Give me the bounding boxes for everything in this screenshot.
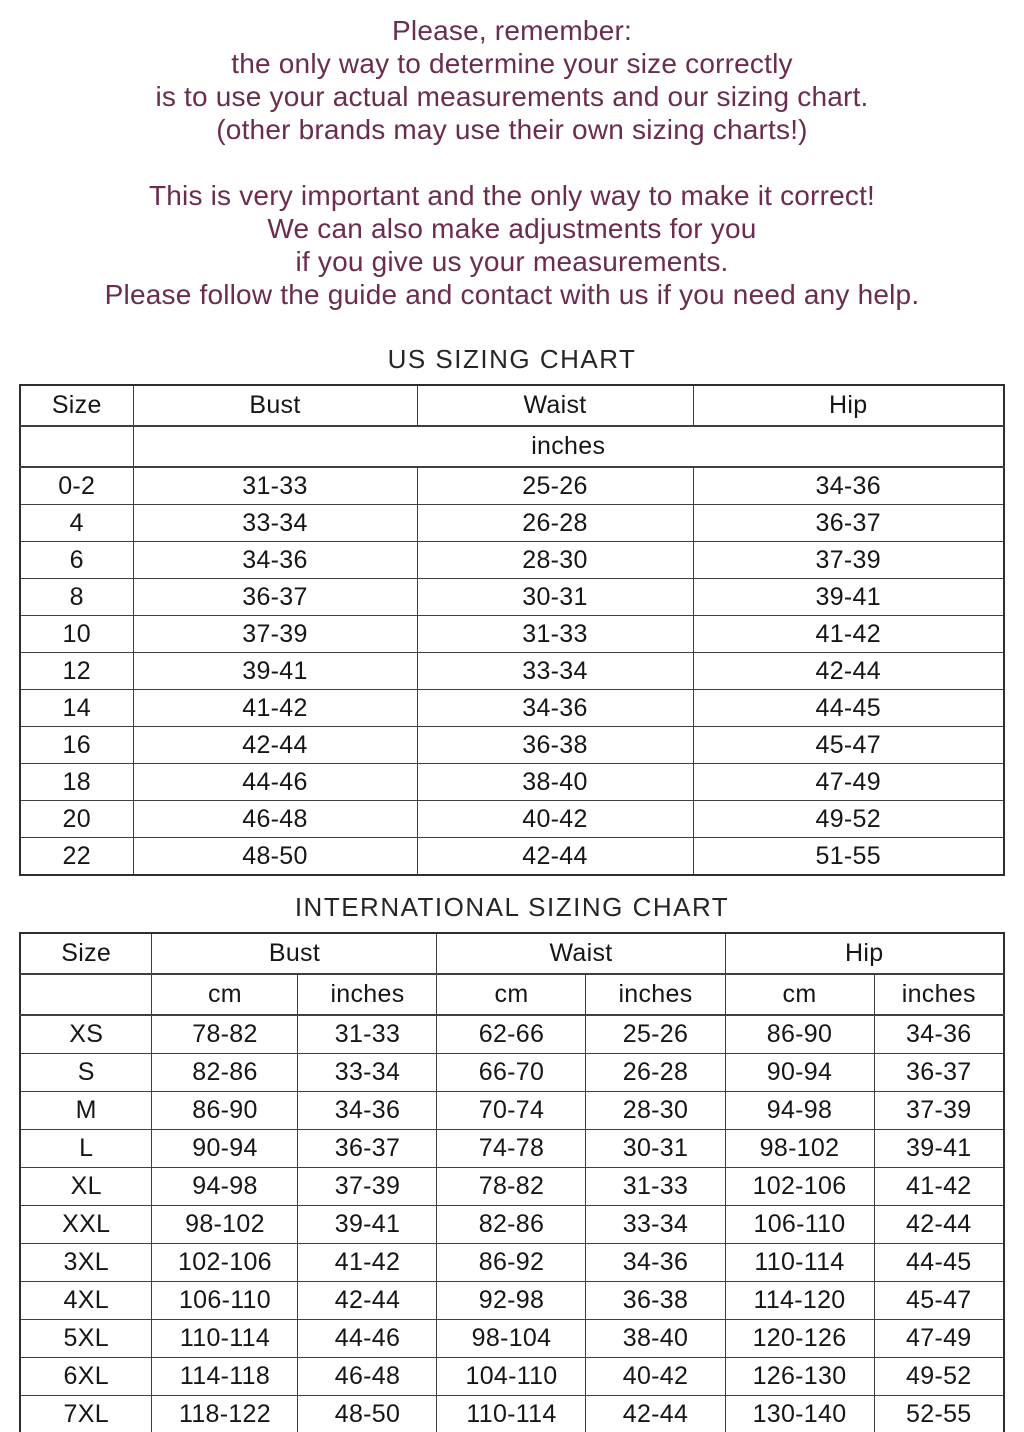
intl-table-cell-waist_cm: 98-104	[437, 1320, 586, 1358]
us-table-cell-bust: 34-36	[133, 542, 417, 579]
us-table-row	[20, 727, 1004, 764]
us-table-cell-size: 16	[20, 727, 133, 764]
intl-table-cell-size: M	[20, 1092, 152, 1130]
intl-table-cell-waist_in: 30-31	[586, 1130, 725, 1168]
intl-table-cell-bust_in: 44-46	[298, 1320, 437, 1358]
us-units-empty-cell	[20, 426, 133, 467]
us-table-row	[20, 579, 1004, 616]
intl-table-cell-waist_cm: 110-114	[437, 1396, 586, 1432]
us-table-row	[20, 838, 1004, 876]
intl-table-row	[20, 1168, 1004, 1206]
intl-unit-waist-cm: cm	[437, 974, 586, 1015]
intl-table-cell-waist_in: 28-30	[586, 1092, 725, 1130]
intl-table-cell-bust_in: 36-37	[298, 1130, 437, 1168]
us-sizing-table	[19, 384, 1005, 876]
intl-unit-hip-cm: cm	[725, 974, 874, 1015]
us-table-cell-size: 14	[20, 690, 133, 727]
intl-table-cell-size: 6XL	[20, 1358, 152, 1396]
intl-table-row	[20, 1244, 1004, 1282]
us-table-cell-waist: 40-42	[417, 801, 693, 838]
us-table-row	[20, 542, 1004, 579]
intl-header-row	[20, 933, 1004, 974]
us-table-cell-hip: 36-37	[693, 505, 1004, 542]
us-table-cell-bust: 41-42	[133, 690, 417, 727]
intl-table-row	[20, 1092, 1004, 1130]
us-table-cell-bust: 33-34	[133, 505, 417, 542]
us-table-cell-hip: 41-42	[693, 616, 1004, 653]
us-table-body	[20, 467, 1004, 875]
us-units-row	[20, 426, 1004, 467]
intl-units-row	[20, 974, 1004, 1015]
us-col-bust: Bust	[133, 385, 417, 426]
intl-table-cell-hip_in: 36-37	[874, 1054, 1004, 1092]
intl-table-cell-size: 3XL	[20, 1244, 152, 1282]
intl-table-cell-bust_cm: 102-106	[152, 1244, 298, 1282]
us-table-cell-waist: 31-33	[417, 616, 693, 653]
us-table-cell-size: 20	[20, 801, 133, 838]
us-table-row	[20, 467, 1004, 505]
us-table-cell-size: 8	[20, 579, 133, 616]
intl-table-cell-waist_cm: 104-110	[437, 1358, 586, 1396]
us-table-row	[20, 653, 1004, 690]
us-table-cell-waist: 25-26	[417, 467, 693, 505]
us-table-cell-waist: 36-38	[417, 727, 693, 764]
intl-table-cell-size: XS	[20, 1015, 152, 1054]
intl-table-cell-hip_cm: 90-94	[725, 1054, 874, 1092]
us-table-cell-bust: 36-37	[133, 579, 417, 616]
intl-table-cell-size: XXL	[20, 1206, 152, 1244]
intl-table-cell-bust_in: 34-36	[298, 1092, 437, 1130]
us-table-cell-bust: 31-33	[133, 467, 417, 505]
intro-line: Please follow the guide and contact with us if you need any help.	[104, 279, 920, 310]
intl-table-cell-hip_in: 52-55	[874, 1396, 1004, 1432]
intl-table-cell-waist_in: 36-38	[586, 1282, 725, 1320]
intro-paragraph-1	[0, 14, 1024, 146]
intl-table-cell-waist_in: 31-33	[586, 1168, 725, 1206]
intro-line: the only way to determine your size correctly	[231, 48, 793, 79]
intl-table-cell-hip_cm: 86-90	[725, 1015, 874, 1054]
us-header-row	[20, 385, 1004, 426]
intl-table-cell-hip_cm: 126-130	[725, 1358, 874, 1396]
intl-table-cell-hip_in: 44-45	[874, 1244, 1004, 1282]
us-table-cell-size: 10	[20, 616, 133, 653]
intl-table-row	[20, 1015, 1004, 1054]
intl-table-cell-waist_cm: 66-70	[437, 1054, 586, 1092]
us-table-cell-waist: 30-31	[417, 579, 693, 616]
intl-units-empty-cell	[20, 974, 152, 1015]
intl-table-cell-hip_cm: 102-106	[725, 1168, 874, 1206]
us-col-size: Size	[20, 385, 133, 426]
us-table-cell-hip: 37-39	[693, 542, 1004, 579]
intl-table-cell-hip_cm: 110-114	[725, 1244, 874, 1282]
intl-table-row	[20, 1206, 1004, 1244]
intl-table-cell-waist_cm: 86-92	[437, 1244, 586, 1282]
intl-sizing-table	[19, 932, 1005, 1432]
intl-table-cell-bust_cm: 114-118	[152, 1358, 298, 1396]
us-table-cell-size: 4	[20, 505, 133, 542]
intl-table-row	[20, 1358, 1004, 1396]
intl-table-cell-bust_in: 46-48	[298, 1358, 437, 1396]
intl-table-cell-size: 7XL	[20, 1396, 152, 1432]
intl-table-cell-waist_in: 40-42	[586, 1358, 725, 1396]
intro-line: We can also make adjustments for you	[267, 213, 757, 244]
intl-table-body	[20, 1015, 1004, 1432]
us-table-cell-hip: 51-55	[693, 838, 1004, 876]
intl-table-cell-bust_cm: 106-110	[152, 1282, 298, 1320]
intl-table-cell-bust_in: 42-44	[298, 1282, 437, 1320]
us-table-row	[20, 616, 1004, 653]
intl-table-row	[20, 1320, 1004, 1358]
intl-unit-bust-inches: inches	[298, 974, 437, 1015]
us-table-cell-waist: 42-44	[417, 838, 693, 876]
us-chart-title: US SIZING CHART	[387, 344, 637, 374]
us-table-cell-hip: 39-41	[693, 579, 1004, 616]
intl-table-row	[20, 1396, 1004, 1432]
intro-line: Please, remember:	[392, 15, 632, 46]
us-units-label: inches	[133, 426, 1004, 467]
intl-table-cell-hip_cm: 94-98	[725, 1092, 874, 1130]
intl-unit-hip-inches: inches	[874, 974, 1004, 1015]
us-table-cell-bust: 48-50	[133, 838, 417, 876]
intl-col-bust: Bust	[152, 933, 437, 974]
us-table-row	[20, 505, 1004, 542]
us-table-cell-bust: 46-48	[133, 801, 417, 838]
intl-table-cell-bust_in: 33-34	[298, 1054, 437, 1092]
intl-unit-bust-cm: cm	[152, 974, 298, 1015]
us-col-hip: Hip	[693, 385, 1004, 426]
intl-table-cell-waist_cm: 70-74	[437, 1092, 586, 1130]
intl-table-cell-hip_in: 42-44	[874, 1206, 1004, 1244]
intl-table-cell-waist_in: 26-28	[586, 1054, 725, 1092]
us-table-cell-bust: 42-44	[133, 727, 417, 764]
intl-col-hip: Hip	[725, 933, 1004, 974]
intl-table-cell-size: 4XL	[20, 1282, 152, 1320]
intl-table-cell-hip_in: 37-39	[874, 1092, 1004, 1130]
us-table-cell-size: 22	[20, 838, 133, 876]
us-table-cell-waist: 34-36	[417, 690, 693, 727]
intl-table-row	[20, 1130, 1004, 1168]
intl-table-cell-waist_in: 34-36	[586, 1244, 725, 1282]
intl-table-cell-hip_cm: 120-126	[725, 1320, 874, 1358]
us-table-cell-hip: 49-52	[693, 801, 1004, 838]
intl-table-cell-hip_cm: 106-110	[725, 1206, 874, 1244]
intl-table-cell-bust_in: 48-50	[298, 1396, 437, 1432]
intl-table-cell-bust_cm: 118-122	[152, 1396, 298, 1432]
intl-table-cell-waist_in: 42-44	[586, 1396, 725, 1432]
intl-table-cell-waist_in: 38-40	[586, 1320, 725, 1358]
intl-table-cell-waist_cm: 74-78	[437, 1130, 586, 1168]
us-table-cell-waist: 33-34	[417, 653, 693, 690]
intl-table-cell-bust_in: 31-33	[298, 1015, 437, 1054]
us-table-row	[20, 801, 1004, 838]
intl-table-cell-size: S	[20, 1054, 152, 1092]
us-table-cell-bust: 37-39	[133, 616, 417, 653]
us-table-cell-waist: 26-28	[417, 505, 693, 542]
intl-table-cell-bust_in: 39-41	[298, 1206, 437, 1244]
us-table-cell-hip: 45-47	[693, 727, 1004, 764]
us-table-cell-size: 12	[20, 653, 133, 690]
intl-table-cell-bust_cm: 78-82	[152, 1015, 298, 1054]
intl-table-cell-waist_in: 25-26	[586, 1015, 725, 1054]
intl-table-cell-hip_in: 34-36	[874, 1015, 1004, 1054]
us-table-cell-hip: 42-44	[693, 653, 1004, 690]
intl-unit-waist-inches: inches	[586, 974, 725, 1015]
us-table-row	[20, 764, 1004, 801]
intl-table-cell-waist_cm: 62-66	[437, 1015, 586, 1054]
intl-table-cell-size: 5XL	[20, 1320, 152, 1358]
us-table-cell-hip: 47-49	[693, 764, 1004, 801]
us-table-cell-size: 6	[20, 542, 133, 579]
intl-table-cell-bust_in: 37-39	[298, 1168, 437, 1206]
intl-table-cell-waist_cm: 92-98	[437, 1282, 586, 1320]
intl-table-cell-hip_in: 39-41	[874, 1130, 1004, 1168]
intl-table-cell-bust_cm: 82-86	[152, 1054, 298, 1092]
intl-table-cell-waist_cm: 78-82	[437, 1168, 586, 1206]
intl-table-cell-bust_cm: 86-90	[152, 1092, 298, 1130]
us-table-cell-bust: 44-46	[133, 764, 417, 801]
intl-col-waist: Waist	[437, 933, 725, 974]
us-table-cell-size: 0-2	[20, 467, 133, 505]
intl-table-cell-hip_cm: 114-120	[725, 1282, 874, 1320]
us-table-row	[20, 690, 1004, 727]
intro-text	[0, 0, 1024, 311]
intl-table-cell-hip_in: 49-52	[874, 1358, 1004, 1396]
intl-table-cell-size: XL	[20, 1168, 152, 1206]
intro-line: This is very important and the only way to make it correct!	[148, 180, 876, 211]
intl-table-row	[20, 1054, 1004, 1092]
us-table-cell-bust: 39-41	[133, 653, 417, 690]
us-table-cell-hip: 34-36	[693, 467, 1004, 505]
intro-paragraph-2	[0, 179, 1024, 311]
intro-line: (other brands may use their own sizing charts!)	[216, 114, 808, 145]
intro-line: if you give us your measurements.	[295, 246, 729, 277]
intl-chart-title: INTERNATIONAL SIZING CHART	[294, 892, 730, 922]
intl-table-cell-bust_cm: 90-94	[152, 1130, 298, 1168]
intl-table-cell-hip_in: 45-47	[874, 1282, 1004, 1320]
intl-table-cell-bust_cm: 98-102	[152, 1206, 298, 1244]
us-col-waist: Waist	[417, 385, 693, 426]
us-table-cell-hip: 44-45	[693, 690, 1004, 727]
us-table-cell-size: 18	[20, 764, 133, 801]
us-table-cell-waist: 28-30	[417, 542, 693, 579]
intl-table-cell-bust_cm: 110-114	[152, 1320, 298, 1358]
intro-line: is to use your actual measurements and our sizing chart.	[155, 81, 869, 112]
intl-table-cell-waist_in: 33-34	[586, 1206, 725, 1244]
intl-table-cell-bust_cm: 94-98	[152, 1168, 298, 1206]
intl-col-size: Size	[20, 933, 152, 974]
us-table-cell-waist: 38-40	[417, 764, 693, 801]
intl-table-cell-size: L	[20, 1130, 152, 1168]
intl-table-cell-hip_cm: 98-102	[725, 1130, 874, 1168]
intl-table-cell-bust_in: 41-42	[298, 1244, 437, 1282]
intl-table-cell-hip_cm: 130-140	[725, 1396, 874, 1432]
intl-table-row	[20, 1282, 1004, 1320]
intl-table-cell-waist_cm: 82-86	[437, 1206, 586, 1244]
intl-table-cell-hip_in: 41-42	[874, 1168, 1004, 1206]
intl-table-cell-hip_in: 47-49	[874, 1320, 1004, 1358]
